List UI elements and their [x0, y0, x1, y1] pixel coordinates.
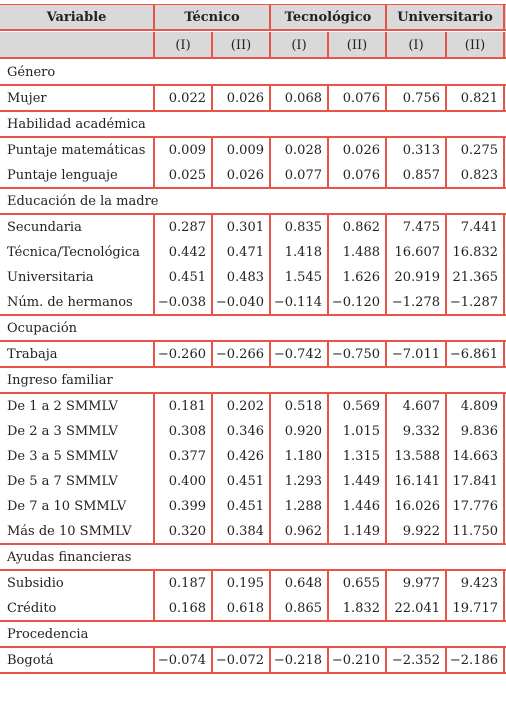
row-label: Técnica/Tecnológica [7, 245, 140, 260]
value-cell: 0.442 [153, 240, 211, 265]
value-cell: 0.483 [211, 265, 269, 290]
row-label: Mujer [7, 91, 47, 106]
value-cell: 9.922 [385, 519, 445, 544]
value-cell: 0.518 [269, 394, 327, 419]
value-cell: 0.569 [327, 394, 385, 419]
table-row [0, 163, 506, 188]
row-label: De 5 a 7 SMMLV [7, 474, 118, 489]
subheader-column: (I) [269, 32, 327, 58]
value-cell: 0.451 [153, 265, 211, 290]
table-row [0, 596, 506, 621]
value-cell: −1.287 [445, 290, 505, 315]
value-cell: 16.141 [385, 469, 445, 494]
value-cell: −0.210 [327, 648, 385, 673]
section-title-text: Ingreso familiar [7, 373, 113, 388]
value-cell: 19.717 [445, 596, 505, 621]
value-cell: 0.076 [327, 163, 385, 188]
value-cell: 1.293 [269, 469, 327, 494]
section-title-text: Habilidad académica [7, 117, 146, 132]
section-title-text: Ocupación [7, 321, 78, 336]
section-title [0, 112, 506, 137]
row-label: De 1 a 2 SMMLV [7, 399, 118, 414]
section-title [0, 622, 506, 647]
value-cell: 0.377 [153, 444, 211, 469]
table-row [0, 419, 506, 444]
value-cell: 0.862 [327, 215, 385, 240]
value-cell: −0.260 [153, 342, 211, 367]
value-cell: 1.015 [327, 419, 385, 444]
row-label: Crédito [7, 601, 57, 616]
value-cell: 11.750 [445, 519, 505, 544]
value-cell: 1.418 [269, 240, 327, 265]
value-cell: 0.009 [211, 138, 269, 163]
value-cell: 4.607 [385, 394, 445, 419]
value-cell: 0.920 [269, 419, 327, 444]
value-cell: 1.832 [327, 596, 385, 621]
value-cell: 0.426 [211, 444, 269, 469]
value-cell: 0.202 [211, 394, 269, 419]
section-title-text: Educación de la madre [7, 194, 159, 209]
value-cell: 4.809 [445, 394, 505, 419]
value-cell: 17.776 [445, 494, 505, 519]
value-cell: 0.451 [211, 494, 269, 519]
value-cell: 0.287 [153, 215, 211, 240]
table-row [0, 342, 506, 367]
value-cell: 0.384 [211, 519, 269, 544]
value-cell: 0.187 [153, 571, 211, 596]
rule-line [0, 672, 506, 674]
table-row [0, 394, 506, 419]
table-row [0, 240, 506, 265]
value-cell: −0.038 [153, 290, 211, 315]
value-cell: −2.186 [445, 648, 505, 673]
row-label: Trabaja [7, 347, 58, 362]
section-title [0, 189, 506, 214]
section-title-text: Procedencia [7, 627, 89, 642]
value-cell: −0.120 [327, 290, 385, 315]
value-cell: 0.346 [211, 419, 269, 444]
value-cell: 0.857 [385, 163, 445, 188]
table-row [0, 444, 506, 469]
value-cell: 0.009 [153, 138, 211, 163]
value-cell: 17.841 [445, 469, 505, 494]
row-label: Universitaria [7, 270, 94, 285]
value-cell: 0.313 [385, 138, 445, 163]
value-cell: 1.545 [269, 265, 327, 290]
section-title [0, 316, 506, 341]
table-row [0, 469, 506, 494]
value-cell: 1.315 [327, 444, 385, 469]
value-cell: 0.756 [385, 86, 445, 111]
value-cell: 0.821 [445, 86, 505, 111]
value-cell: 16.026 [385, 494, 445, 519]
value-cell: −6.861 [445, 342, 505, 367]
value-cell: −0.040 [211, 290, 269, 315]
subheader-column: (II) [327, 32, 385, 58]
table-row [0, 494, 506, 519]
value-cell: 1.449 [327, 469, 385, 494]
value-cell: 0.962 [269, 519, 327, 544]
header-row [0, 5, 506, 30]
value-cell: 0.399 [153, 494, 211, 519]
value-cell: 0.195 [211, 571, 269, 596]
value-cell: 1.626 [327, 265, 385, 290]
value-cell: 1.180 [269, 444, 327, 469]
row-label: Más de 10 SMMLV [7, 524, 132, 539]
value-cell: 7.441 [445, 215, 505, 240]
value-cell: −0.114 [269, 290, 327, 315]
section-title-text: Ayudas financieras [7, 550, 132, 565]
value-cell: 0.028 [269, 138, 327, 163]
table-row [0, 86, 506, 111]
header-group: Tecnológico [269, 5, 385, 30]
row-label: Bogotá [7, 653, 54, 668]
subheader-blank [0, 32, 153, 58]
table-row [0, 265, 506, 290]
value-cell: 16.832 [445, 240, 505, 265]
value-cell: 0.823 [445, 163, 505, 188]
section-title [0, 368, 506, 393]
value-cell: 0.400 [153, 469, 211, 494]
value-cell: 9.423 [445, 571, 505, 596]
value-cell: 14.663 [445, 444, 505, 469]
subheader-column: (I) [385, 32, 445, 58]
table-row [0, 215, 506, 240]
subheader-column: (II) [211, 32, 269, 58]
value-cell: 0.648 [269, 571, 327, 596]
row-label: Puntaje lenguaje [7, 168, 118, 183]
value-cell: −0.072 [211, 648, 269, 673]
value-cell: −2.352 [385, 648, 445, 673]
rule-line [0, 57, 506, 59]
value-cell: 0.471 [211, 240, 269, 265]
value-cell: 0.865 [269, 596, 327, 621]
value-cell: 1.288 [269, 494, 327, 519]
value-cell: 21.365 [445, 265, 505, 290]
value-cell: 16.607 [385, 240, 445, 265]
value-cell: 0.275 [445, 138, 505, 163]
value-cell: 0.301 [211, 215, 269, 240]
section-title-text: Género [7, 65, 56, 80]
table-row [0, 290, 506, 315]
value-cell: −7.011 [385, 342, 445, 367]
table-row [0, 519, 506, 544]
section-title [0, 545, 506, 570]
value-cell: 13.588 [385, 444, 445, 469]
rule-line [0, 29, 506, 31]
header-variable: Variable [46, 10, 107, 25]
value-cell: 0.835 [269, 215, 327, 240]
value-cell: −0.266 [211, 342, 269, 367]
value-cell: 0.181 [153, 394, 211, 419]
value-cell: −0.074 [153, 648, 211, 673]
row-label: Subsidio [7, 576, 64, 591]
value-cell: 1.149 [327, 519, 385, 544]
value-cell: 0.077 [269, 163, 327, 188]
value-cell: 7.475 [385, 215, 445, 240]
row-label: De 7 a 10 SMMLV [7, 499, 127, 514]
row-label: Núm. de hermanos [7, 295, 133, 310]
value-cell: 1.446 [327, 494, 385, 519]
subheader-column: (I) [153, 32, 211, 58]
value-cell: 0.320 [153, 519, 211, 544]
value-cell: 0.451 [211, 469, 269, 494]
value-cell: 22.041 [385, 596, 445, 621]
value-cell: 0.026 [327, 138, 385, 163]
value-cell: 9.836 [445, 419, 505, 444]
value-cell: −0.742 [269, 342, 327, 367]
row-label: De 2 a 3 SMMLV [7, 424, 118, 439]
value-cell: −0.750 [327, 342, 385, 367]
value-cell: 0.168 [153, 596, 211, 621]
value-cell: −1.278 [385, 290, 445, 315]
value-cell: 0.026 [211, 163, 269, 188]
row-label: Puntaje matemáticas [7, 143, 146, 158]
value-cell: 0.308 [153, 419, 211, 444]
subheader-column: (II) [445, 32, 505, 58]
table-row [0, 648, 506, 673]
value-cell: 0.026 [211, 86, 269, 111]
row-label: Secundaria [7, 220, 82, 235]
value-cell: 0.076 [327, 86, 385, 111]
value-cell: 9.332 [385, 419, 445, 444]
value-cell: 0.025 [153, 163, 211, 188]
header-group: Técnico [153, 5, 269, 30]
value-cell: 0.022 [153, 86, 211, 111]
value-cell: 1.488 [327, 240, 385, 265]
value-cell: 0.655 [327, 571, 385, 596]
table-row [0, 138, 506, 163]
value-cell: 0.068 [269, 86, 327, 111]
value-cell: 9.977 [385, 571, 445, 596]
row-label: De 3 a 5 SMMLV [7, 449, 118, 464]
section-title [0, 60, 506, 85]
header-group: Universitario [385, 5, 505, 30]
value-cell: 20.919 [385, 265, 445, 290]
value-cell: −0.218 [269, 648, 327, 673]
value-cell: 0.618 [211, 596, 269, 621]
table-row [0, 571, 506, 596]
subheader-row [0, 32, 506, 58]
